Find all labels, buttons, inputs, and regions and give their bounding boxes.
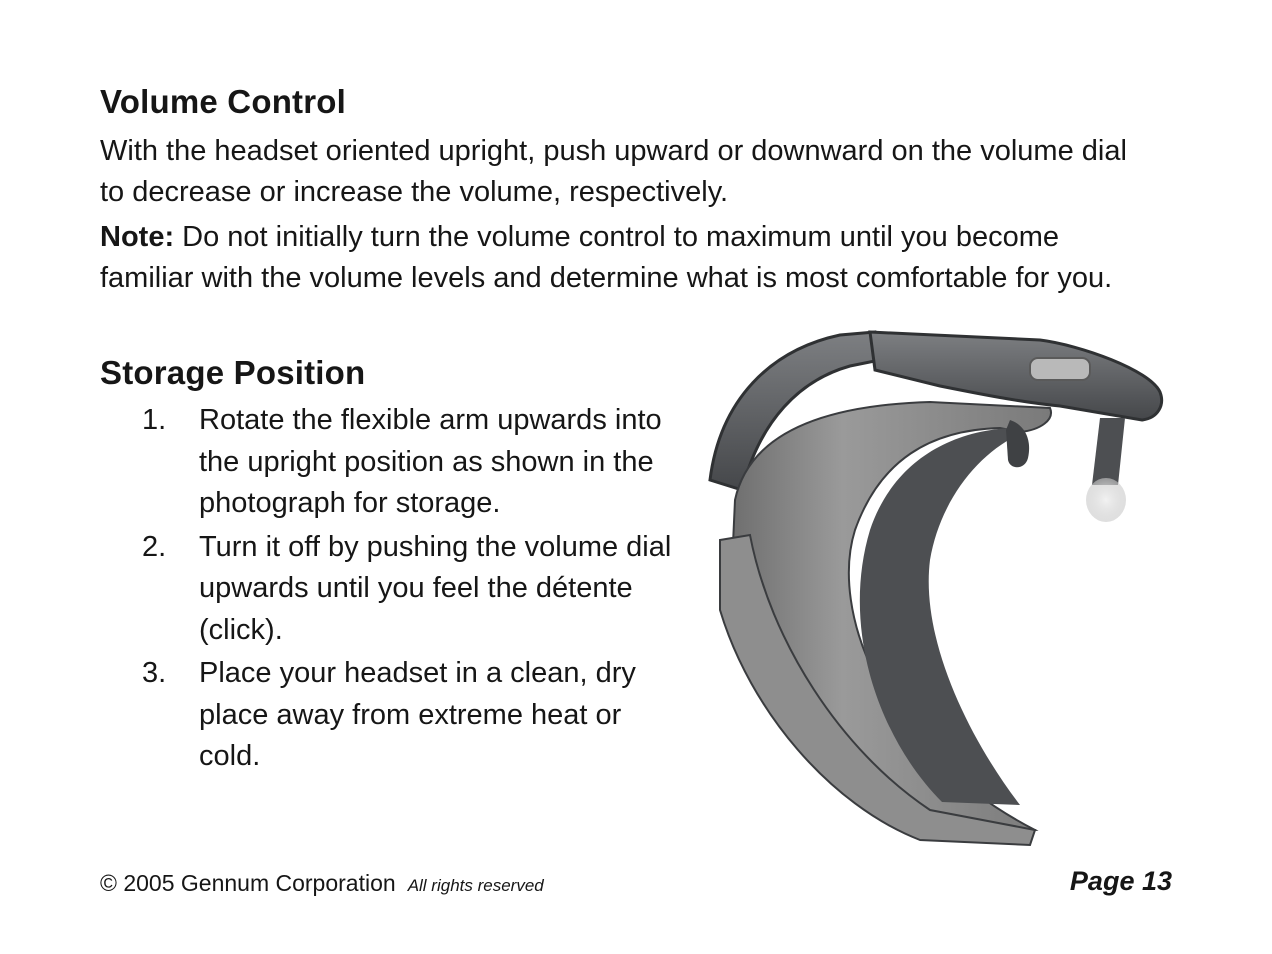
copyright-footer xyxy=(100,870,544,897)
step-text: Place your headset in a clean, dry place away from extreme heat or cold. xyxy=(199,657,636,772)
step-number: 3. xyxy=(142,657,167,689)
step-number: 1. xyxy=(142,404,167,436)
note-text: Do not initially turn the volume control to maximum until you become familiar with the volume levels and determine what is most comfortable for you. xyxy=(100,221,1113,294)
step-text: Turn it off by pushing the volume dial upwards until you feel the détente (click). xyxy=(199,530,672,646)
list-item xyxy=(100,653,680,778)
ear-tip xyxy=(1086,478,1126,522)
volume-note xyxy=(100,217,1120,299)
rights-text: All rights reserved xyxy=(407,876,544,895)
volume-control-heading: Volume Control xyxy=(100,83,347,120)
copyright-text: © 2005 Gennum Corporation xyxy=(100,870,396,896)
headset-photo xyxy=(680,310,1180,850)
step-number: 2. xyxy=(142,530,167,563)
ear-stem xyxy=(1092,418,1125,485)
volume-control-text: With the headset oriented upright, push upward or downward on the volume dial to decrease or increase the volume, respectively. xyxy=(100,135,1127,208)
step-text: Rotate the flexible arm upwards into the upright position as shown in the photograph for storage. xyxy=(199,404,662,519)
storage-steps-list xyxy=(100,400,680,780)
note-label: Note: xyxy=(100,221,175,253)
list-item xyxy=(100,400,680,525)
page-number: Page 13 xyxy=(1069,866,1172,896)
earpiece-window xyxy=(1030,358,1090,380)
storage-position-heading: Storage Position xyxy=(100,354,366,391)
list-item xyxy=(100,527,680,652)
